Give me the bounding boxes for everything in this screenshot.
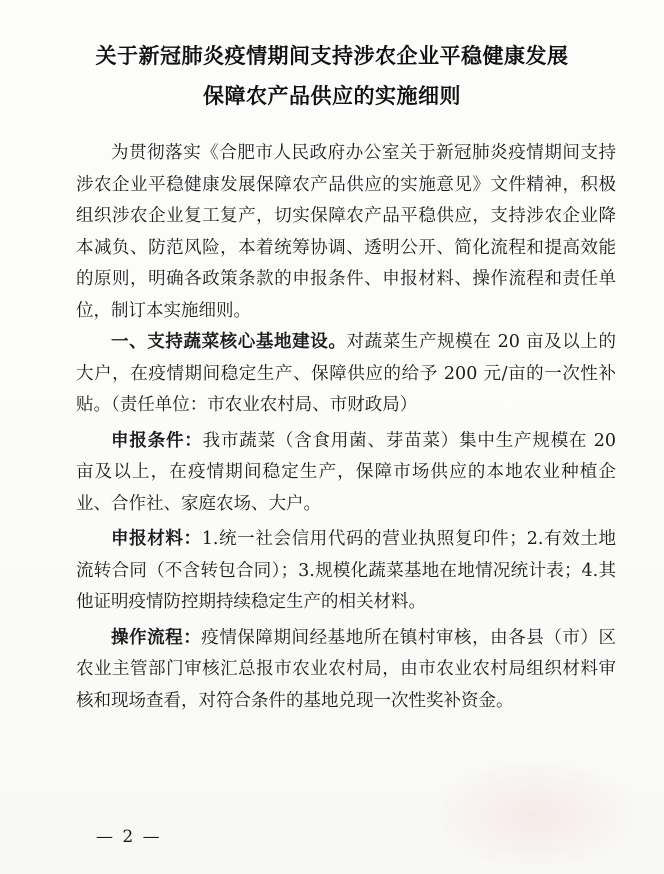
seal-stamp-residue — [430, 760, 640, 870]
process-text: 疫情保障期间经基地所在镇村审核，由各县（市）区农业主管部门审核汇总报市农业农村局，由市农业农村局组织材料审核和现场查看，对符合条件的基地兑现一次性奖补资金。 — [76, 627, 617, 711]
page-number: — 2 — — [96, 827, 162, 847]
section1-paragraph — [76, 327, 616, 422]
conditions-paragraph — [76, 426, 616, 521]
materials-text: 1.统一社会信用代码的营业执照复印件；2.有效土地流转合同（不含转包合同）；3.规模化蔬菜基地在地情况统计表；4.其他证明疫情防控期持续稳定生产的相关材料。 — [76, 529, 616, 612]
document-body — [76, 138, 616, 717]
materials-label: 申报材料： — [111, 529, 202, 549]
process-paragraph — [76, 623, 616, 718]
document-title-line1: 关于新冠肺炎疫情期间支持涉农企业平稳健康发展 — [95, 43, 569, 68]
intro-paragraph: 为贯彻落实《合肥市人民政府办公室关于新冠肺炎疫情期间支持涉农企业平稳健康发展保障农产品供应的实施意见》文件精神，积极组织涉农企业复工复产，切实保障农产品平稳供应，支持涉农企业降本减负、防范风险，本着统筹协调、透明公开、简化流程和提高效能的原则，明确各政策条款的申报条件、申报材料、操作流程和责任单位，制订本实施细则。 — [76, 143, 616, 321]
document-title-line2: 保障农产品供应的实施细则 — [203, 83, 461, 108]
section1-text: 对蔬菜生产规模在 20 亩及以上的大户，在疫情期间稳定生产、保障供应的给予 200 元/亩的一次性补贴。（责任单位：市农业农村局、市财政局） — [76, 332, 616, 415]
materials-paragraph — [76, 524, 616, 619]
conditions-label: 申报条件： — [111, 430, 203, 451]
process-label: 操作流程： — [111, 627, 202, 648]
section1-heading: 一、支持蔬菜核心基地建设。 — [111, 332, 347, 352]
conditions-text: 我市蔬菜（含食用菌、芽苗菜）集中生产规模在 20 亩及以上，在疫情期间稳定生产，保障市场供应的本地农业种植企业、合作社、家庭农场、大户。 — [76, 430, 616, 514]
